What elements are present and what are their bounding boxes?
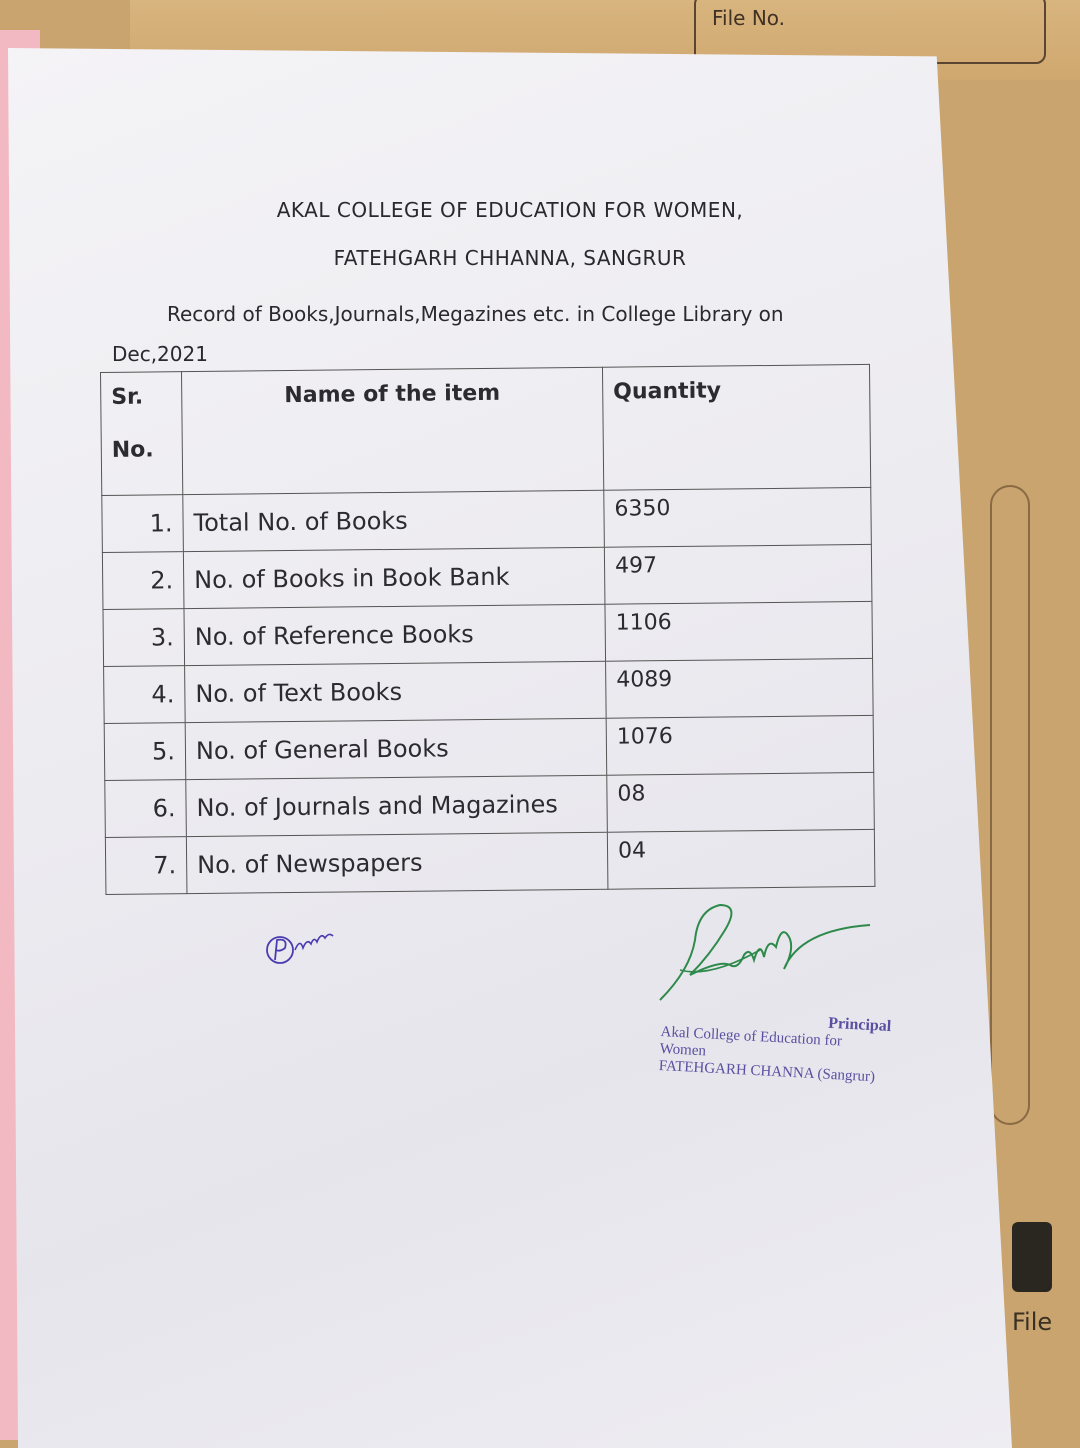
row-serial: 4. — [104, 666, 186, 724]
row-item: No. of Newspapers — [186, 832, 608, 893]
table-row — [105, 772, 875, 837]
table-row — [104, 715, 874, 780]
row-serial: 7. — [105, 837, 187, 895]
table-row — [103, 601, 873, 666]
table-header-row — [101, 364, 871, 495]
table-row — [102, 487, 872, 552]
row-quantity: 04 — [607, 829, 875, 889]
college-location: FATEHGARH CHHANNA, SANGRUR — [333, 246, 687, 270]
row-item: No. of Journals and Magazines — [186, 775, 608, 836]
college-name: AKAL COLLEGE OF EDUCATION FOR WOMEN, — [276, 198, 744, 222]
row-item: No. of Books in Book Bank — [183, 547, 605, 608]
row-quantity: 6350 — [604, 487, 872, 547]
row-quantity: 497 — [604, 544, 872, 604]
row-serial: 2. — [102, 552, 184, 610]
row-serial: 1. — [102, 495, 184, 553]
row-item: No. of General Books — [185, 718, 607, 779]
row-serial: 3. — [103, 609, 185, 667]
row-serial: 5. — [104, 723, 186, 781]
initials-signature — [260, 920, 360, 980]
row-item: No. of Text Books — [185, 661, 607, 722]
folder-file-label: File — [1012, 1308, 1053, 1336]
row-item: No. of Reference Books — [184, 604, 606, 665]
principal-signature — [650, 890, 880, 1010]
col-quantity-header: Quantity — [602, 364, 870, 490]
principal-stamp — [658, 1006, 891, 1087]
record-caption: Record of Books,Journals,Megazines etc. in College Library on Dec,2021 — [112, 302, 784, 366]
table-row — [105, 829, 875, 894]
row-quantity: 1076 — [606, 715, 874, 775]
stamp-title: Principal — [827, 1014, 892, 1036]
file-no-label: File No. — [712, 6, 786, 30]
row-item: Total No. of Books — [183, 490, 605, 551]
table-row — [102, 544, 872, 609]
col-serial-header: Sr. No. — [101, 372, 183, 496]
library-record-table — [100, 364, 875, 895]
row-quantity: 1106 — [605, 601, 873, 661]
row-serial: 6. — [105, 780, 187, 838]
row-quantity: 08 — [607, 772, 875, 832]
row-quantity: 4089 — [606, 658, 874, 718]
stamp-college: Akal College of Education for Women — [659, 1024, 843, 1060]
col-item-header: Name of the item — [182, 367, 604, 494]
stamp-location: FATEHGARH CHANNA (Sangrur) — [658, 1057, 876, 1086]
table-row — [104, 658, 874, 723]
